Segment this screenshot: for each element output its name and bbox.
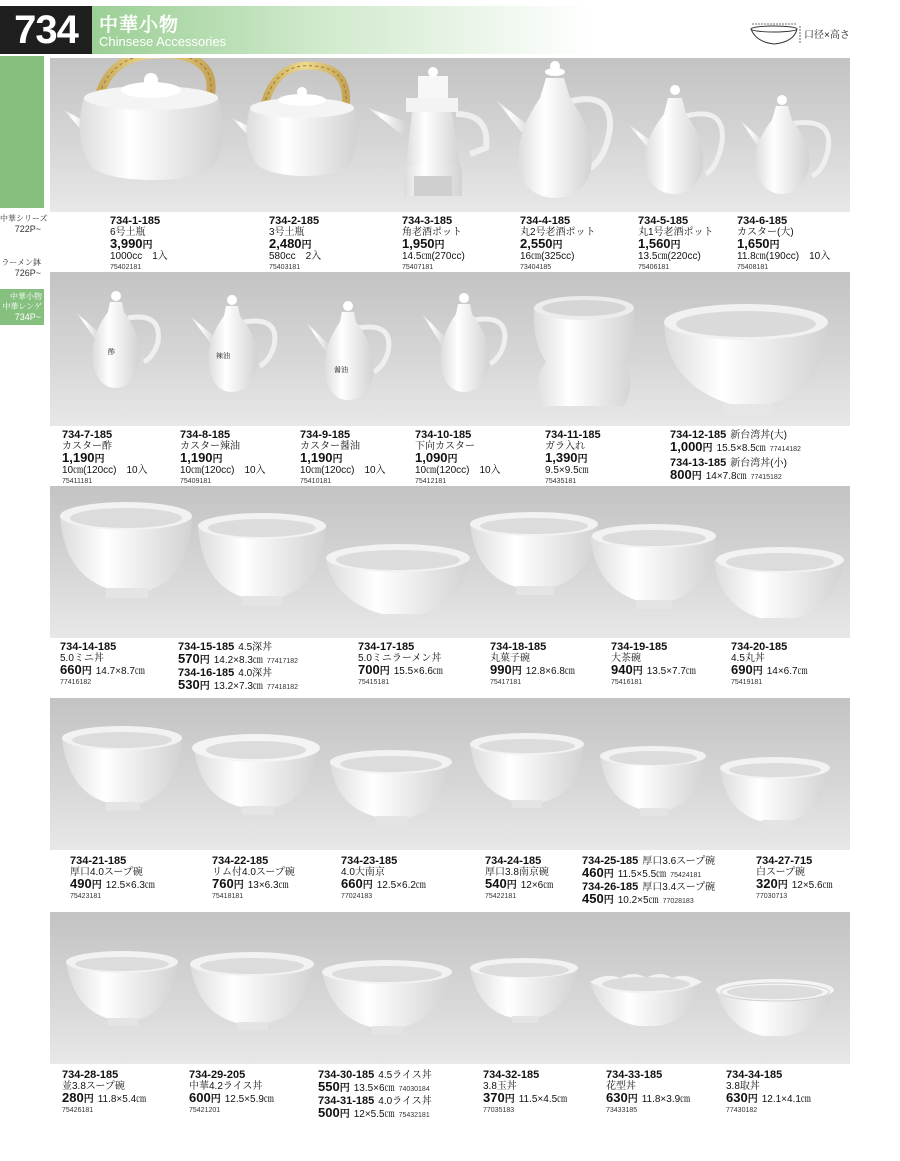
product-dimensions: 13×6.3㎝	[247, 880, 289, 891]
product-price: 690	[731, 662, 753, 677]
product-code: 734-30-185	[318, 1069, 375, 1081]
product-jan: 75408181	[737, 264, 769, 271]
yen-unit: 円	[769, 240, 780, 251]
product-name: 3号土瓶	[269, 227, 305, 238]
product-image-734-28-185	[66, 951, 178, 1026]
page-header	[0, 0, 900, 58]
product-price: 1,090	[415, 450, 448, 465]
product-jan: 73433185	[606, 1107, 638, 1114]
product-jan: 75411181	[62, 478, 93, 485]
product-jan: 75419181	[731, 679, 763, 686]
product-dimensions: 14×6.7㎝	[766, 666, 808, 677]
side-tab-chinese-series[interactable]	[0, 214, 48, 234]
yen-unit: 円	[212, 454, 223, 465]
product-price: 550	[318, 1079, 340, 1094]
product-image-734-10-185	[422, 293, 505, 392]
product-code: 734-2-185	[269, 215, 320, 227]
yen-unit: 円	[603, 895, 614, 906]
product-code: 734-7-185	[62, 429, 113, 441]
product-label-734-12-185	[670, 430, 801, 455]
product-code: 734-10-185	[415, 429, 472, 441]
product-code: 734-32-185	[483, 1069, 540, 1081]
page-subtitle: Chinsese Accessories	[99, 34, 227, 49]
product-dimensions: 15.5×8.5㎝	[716, 443, 766, 454]
product-dimensions: 10㎝(120cc) 10入	[300, 465, 386, 476]
product-name: 大茶碗	[611, 653, 641, 664]
product-price: 280	[62, 1090, 84, 1105]
product-name: 5.0ミニラーメン丼	[358, 653, 442, 664]
product-image-734-1-185	[64, 58, 223, 180]
side-tab-label: 中華小物 中華レンゲ	[2, 292, 42, 311]
product-image-734-8-185	[190, 295, 275, 392]
product-name: カスター醤油	[300, 441, 360, 452]
yen-unit: 円	[603, 869, 614, 880]
product-price: 490	[70, 876, 92, 891]
product-name: カスター酢	[62, 441, 112, 452]
product-price: 2,480	[269, 236, 302, 251]
product-label-734-9-185	[300, 430, 386, 487]
product-image-734-33-185	[590, 974, 702, 1026]
product-image-734-11-185	[534, 296, 635, 406]
product-code: 734-19-185	[611, 641, 668, 653]
product-name: 角老酒ポット	[402, 227, 462, 238]
product-name: 白スープ碗	[756, 867, 805, 878]
product-price: 460	[582, 865, 604, 880]
product-label-734-3-185	[402, 216, 465, 273]
product-jan: 77035183	[483, 1107, 515, 1114]
product-price: 540	[485, 876, 507, 891]
product-jan: 75412181	[415, 478, 447, 485]
product-image-734-21-185	[62, 726, 182, 811]
product-label-734-17-185	[358, 642, 443, 688]
product-dimensions: 11.8×3.9㎝	[641, 1094, 691, 1105]
product-name: 丸2号老酒ポット	[520, 227, 596, 238]
product-code: 734-31-185	[318, 1095, 375, 1107]
product-name: 丸菓子碗	[490, 653, 530, 664]
yen-unit: 円	[447, 454, 458, 465]
product-name: 4.0大南京	[341, 867, 385, 878]
product-jan: 75417181	[490, 679, 522, 686]
yen-unit: 円	[142, 240, 153, 251]
product-price: 630	[726, 1090, 748, 1105]
product-jan: 75426181	[62, 1107, 94, 1114]
yen-unit: 円	[339, 1109, 350, 1120]
product-label-734-34-185	[726, 1070, 811, 1116]
product-label-734-2-185	[269, 216, 321, 273]
product-label-734-8-185	[180, 430, 266, 487]
product-dimensions: 10㎝(120cc) 10入	[62, 465, 148, 476]
product-name: ガラ入れ	[545, 441, 585, 452]
product-dimensions: 11.8×5.4㎝	[97, 1094, 147, 1105]
product-dimensions: 14.5㎝(270cc)	[402, 251, 465, 262]
product-label-734-32-185	[483, 1070, 567, 1116]
product-dimensions: 15.5×6.6㎝	[393, 666, 443, 677]
yen-unit: 円	[339, 1083, 350, 1094]
yen-unit: 円	[233, 880, 244, 891]
yen-unit: 円	[94, 454, 105, 465]
product-code: 734-4-185	[520, 215, 571, 227]
product-dimensions: 12.5×6.2㎝	[376, 880, 426, 891]
product-label-734-20-185	[731, 642, 808, 688]
product-code: 734-29-205	[189, 1069, 246, 1081]
caster-label-soy: 醤油	[334, 366, 348, 374]
product-price: 1,190	[300, 450, 333, 465]
product-image-734-22-185	[192, 734, 320, 815]
product-jan: 75418181	[212, 893, 244, 900]
product-label-734-7-185	[62, 430, 148, 487]
product-image-734-7-185	[76, 291, 158, 388]
product-jan: 77417182	[266, 658, 299, 665]
yen-unit: 円	[81, 666, 92, 677]
product-price: 3,990	[110, 236, 143, 251]
product-name: 花型丼	[606, 1081, 636, 1092]
product-jan: 77415182	[750, 474, 782, 481]
product-image-734-23-185	[330, 750, 452, 825]
side-tab-page: 722P~	[14, 224, 41, 234]
product-code: 734-8-185	[180, 429, 231, 441]
product-name: 下向カスター	[415, 441, 475, 452]
yen-unit: 円	[91, 880, 102, 891]
dimension-legend	[748, 20, 878, 50]
yen-unit: 円	[691, 471, 702, 482]
product-image-734-9-185	[306, 301, 389, 400]
product-jan: 74030184	[398, 1086, 430, 1093]
product-jan: 75416181	[611, 679, 643, 686]
product-code: 734-28-185	[62, 1069, 119, 1081]
product-code: 734-15-185	[178, 641, 235, 653]
product-name: 4.5深丼	[238, 642, 273, 653]
product-photo-panel-2	[50, 272, 850, 426]
yen-unit: 円	[577, 454, 588, 465]
product-dimensions: 12×5.6㎝	[791, 880, 833, 891]
product-code: 734-16-185	[178, 667, 235, 679]
product-name: 3.8玉丼	[483, 1081, 517, 1092]
product-name: カスター(大)	[737, 227, 794, 238]
product-name: カスター辣油	[180, 441, 240, 452]
yen-unit: 円	[199, 681, 210, 692]
product-jan: 75410181	[300, 478, 332, 485]
product-jan: 75407181	[402, 264, 434, 271]
product-code: 734-25-185	[582, 855, 639, 867]
product-jan: 75421201	[189, 1107, 221, 1114]
product-price: 1,190	[180, 450, 213, 465]
product-code: 734-17-185	[358, 641, 415, 653]
yen-unit: 円	[632, 666, 643, 677]
product-dimensions: 11.8㎝(190cc) 10入	[737, 251, 831, 262]
product-dimensions: 10㎝(120cc) 10入	[180, 465, 266, 476]
product-price: 940	[611, 662, 633, 677]
product-dimensions: 13.5㎝(220cc)	[638, 251, 701, 262]
product-dimensions: 12.5×6.3㎝	[105, 880, 155, 891]
product-label-734-30-185	[318, 1070, 432, 1095]
product-label-734-16-185	[178, 668, 298, 693]
product-image-734-19-185	[590, 524, 716, 609]
product-label-734-26-185	[582, 882, 715, 907]
product-code: 734-5-185	[638, 215, 689, 227]
product-code: 734-13-185	[670, 457, 727, 469]
side-accent-bar	[0, 56, 44, 208]
product-jan: 75402181	[110, 264, 142, 271]
product-jan: 77416182	[60, 679, 92, 686]
product-label-734-29-205	[189, 1070, 274, 1116]
product-image-734-2-185	[232, 66, 357, 176]
product-jan: 77418182	[266, 684, 299, 691]
product-jan: 77028183	[662, 898, 694, 905]
product-label-734-4-185	[520, 216, 596, 273]
product-image-734-34-185	[716, 979, 834, 1036]
product-price: 660	[60, 662, 82, 677]
page-number: 734	[0, 6, 92, 54]
yen-unit: 円	[777, 880, 788, 891]
product-code: 734-26-185	[582, 881, 639, 893]
product-dimensions: 580cc 2入	[269, 251, 322, 262]
product-dimensions: 10.2×5㎝	[617, 895, 659, 906]
product-price: 1,190	[62, 450, 95, 465]
product-label-734-14-185	[60, 642, 145, 688]
yen-unit: 円	[627, 1094, 638, 1105]
product-label-734-6-185	[737, 216, 830, 273]
product-name: 新台湾丼(大)	[730, 430, 787, 441]
product-code: 734-14-185	[60, 641, 117, 653]
product-name: 厚口3.4スープ碗	[642, 882, 716, 893]
caster-label-vinegar: 酢	[108, 348, 115, 356]
product-dimensions: 12.8×6.8㎝	[525, 666, 575, 677]
product-dimensions: 14.7×8.7㎝	[95, 666, 145, 677]
product-jan: 77430182	[726, 1107, 758, 1114]
product-code: 734-24-185	[485, 855, 542, 867]
product-price: 450	[582, 891, 604, 906]
yen-unit: 円	[199, 655, 210, 666]
product-photo-panel-1	[50, 58, 850, 212]
product-jan: 75409181	[180, 478, 212, 485]
product-label-734-10-185	[415, 430, 501, 487]
product-dimensions: 13.2×7.3㎝	[213, 681, 263, 692]
yen-unit: 円	[332, 454, 343, 465]
product-name: 5.0ミニ丼	[60, 653, 104, 664]
product-image-734-6-185	[740, 95, 829, 194]
yen-unit: 円	[210, 1094, 221, 1105]
product-image-734-17-185	[326, 544, 470, 623]
product-price: 500	[318, 1105, 340, 1120]
product-price: 570	[178, 651, 200, 666]
product-dimensions: 11.5×5.5㎝	[617, 869, 667, 880]
product-image-734-24-185	[470, 733, 584, 808]
product-image-734-14-185	[60, 502, 192, 598]
product-name: 3.8取丼	[726, 1081, 760, 1092]
product-jan: 77414182	[769, 446, 801, 453]
side-tab-chinese-accessories[interactable]	[0, 289, 44, 325]
dimension-legend-text: 口径×高さ	[804, 30, 850, 41]
product-label-734-5-185	[638, 216, 714, 273]
product-label-734-23-185	[341, 856, 426, 902]
product-label-734-18-185	[490, 642, 575, 688]
product-image-734-15-185	[198, 513, 326, 606]
product-image-734-32-185	[470, 958, 578, 1023]
product-label-734-33-185	[606, 1070, 690, 1116]
yen-unit: 円	[752, 666, 763, 677]
product-name: 並3.8スープ碗	[62, 1081, 125, 1092]
product-code: 734-33-185	[606, 1069, 663, 1081]
product-price: 2,550	[520, 236, 553, 251]
product-price: 1,560	[638, 236, 671, 251]
product-name: 厚口3.8南京碗	[485, 867, 549, 878]
product-code: 734-11-185	[545, 429, 601, 441]
product-code: 734-21-185	[70, 855, 127, 867]
product-jan: 75424181	[670, 872, 702, 879]
product-name: 厚口3.6スープ碗	[642, 856, 716, 867]
product-price: 370	[483, 1090, 505, 1105]
product-image-734-27-715	[720, 757, 830, 828]
bowl-dimension-icon	[748, 20, 804, 50]
yen-unit: 円	[747, 1094, 758, 1105]
product-jan: 73404185	[520, 264, 552, 271]
product-price: 630	[606, 1090, 628, 1105]
yen-unit: 円	[379, 666, 390, 677]
product-jan: 75432181	[398, 1112, 430, 1119]
product-code: 734-18-185	[490, 641, 547, 653]
product-image-734-18-185	[470, 512, 598, 595]
side-tab-page: 726P~	[14, 268, 41, 278]
yen-unit: 円	[362, 880, 373, 891]
yen-unit: 円	[301, 240, 312, 251]
product-price: 660	[341, 876, 363, 891]
yen-unit: 円	[702, 443, 713, 454]
product-dimensions: 14×7.8㎝	[705, 471, 747, 482]
product-jan: 75435181	[545, 478, 577, 485]
product-label-734-21-185	[70, 856, 155, 902]
product-photo-panel-5	[50, 912, 850, 1064]
product-name: 6号土瓶	[110, 227, 146, 238]
product-code: 734-3-185	[402, 215, 453, 227]
product-code: 734-23-185	[341, 855, 398, 867]
product-dimensions: 13.5×6㎝	[353, 1083, 395, 1094]
product-price: 800	[670, 467, 692, 482]
product-dimensions: 1000cc 1入	[110, 251, 168, 262]
product-code: 734-9-185	[300, 429, 351, 441]
product-label-734-19-185	[611, 642, 696, 688]
product-price: 1,390	[545, 450, 578, 465]
product-name: リム付4.0スープ碗	[212, 867, 295, 878]
product-price: 700	[358, 662, 380, 677]
product-image-734-29-205	[190, 952, 314, 1030]
side-tab-label: ラーメン鉢	[1, 258, 41, 267]
product-jan: 77024183	[341, 893, 373, 900]
product-image-734-12-185	[664, 304, 828, 414]
product-image-734-30-185	[322, 960, 452, 1034]
product-price: 320	[756, 876, 778, 891]
product-label-734-13-185	[670, 458, 787, 483]
product-jan: 75415181	[358, 679, 390, 686]
product-code: 734-22-185	[212, 855, 269, 867]
product-label-734-31-185	[318, 1096, 432, 1121]
product-name: 4.0深丼	[238, 668, 273, 679]
yen-unit: 円	[83, 1094, 94, 1105]
product-label-734-22-185	[212, 856, 295, 902]
page-title: 中華小物	[99, 15, 180, 36]
yen-unit: 円	[434, 240, 445, 251]
product-image-734-25-185	[600, 746, 706, 816]
product-price: 530	[178, 677, 200, 692]
product-price: 1,000	[670, 439, 703, 454]
product-code: 734-6-185	[737, 215, 788, 227]
side-tab-ramen-bowls[interactable]	[0, 258, 44, 278]
product-dimensions: 12×5.5㎝	[353, 1109, 395, 1120]
yen-unit: 円	[504, 1094, 515, 1105]
product-code: 734-34-185	[726, 1069, 783, 1081]
product-dimensions: 9.5×9.5㎝	[545, 465, 589, 476]
product-price: 760	[212, 876, 234, 891]
product-image-734-20-185	[714, 547, 844, 626]
product-image-734-4-185	[496, 61, 610, 198]
side-tab-page: 734P~	[14, 312, 41, 322]
product-dimensions: 12.5×5.9㎝	[224, 1094, 274, 1105]
product-label-734-27-715	[756, 856, 833, 902]
product-jan: 75406181	[638, 264, 670, 271]
product-image-734-5-185	[628, 85, 722, 194]
product-name: 新台湾丼(小)	[730, 458, 787, 469]
product-dimensions: 14.2×8.3㎝	[213, 655, 263, 666]
yen-unit: 円	[552, 240, 563, 251]
product-code: 734-20-185	[731, 641, 788, 653]
product-name: 厚口4.0スープ碗	[70, 867, 143, 878]
product-label-734-1-185	[110, 216, 168, 273]
product-dimensions: 10㎝(120cc) 10入	[415, 465, 501, 476]
yen-unit: 円	[511, 666, 522, 677]
product-label-734-25-185	[582, 856, 715, 881]
product-dimensions: 11.5×4.5㎝	[518, 1094, 568, 1105]
product-dimensions: 16㎝(325cc)	[520, 251, 575, 262]
product-dimensions: 12.1×4.1㎝	[761, 1094, 811, 1105]
product-name: 4.5ライス丼	[378, 1070, 432, 1081]
caster-label-chili-oil: 辣油	[216, 352, 230, 360]
product-jan: 75423181	[70, 893, 102, 900]
product-label-734-11-185	[545, 430, 601, 487]
product-name: 丸1号老酒ポット	[638, 227, 714, 238]
yen-unit: 円	[670, 240, 681, 251]
product-label-734-28-185	[62, 1070, 146, 1116]
product-label-734-15-185	[178, 642, 298, 667]
product-price: 600	[189, 1090, 211, 1105]
product-code: 734-27-715	[756, 855, 813, 867]
product-jan: 75403181	[269, 264, 301, 271]
product-image-734-3-185	[368, 67, 486, 196]
product-price: 1,950	[402, 236, 435, 251]
product-jan: 77030713	[756, 893, 788, 900]
product-jan: 75422181	[485, 893, 517, 900]
product-name: 4.5丸丼	[731, 653, 765, 664]
product-price: 1,650	[737, 236, 770, 251]
product-label-734-24-185	[485, 856, 553, 902]
product-dimensions: 12×6㎝	[520, 880, 554, 891]
product-name: 4.0ライス丼	[378, 1096, 432, 1107]
product-code: 734-12-185	[670, 429, 727, 441]
product-photo-panel-3	[50, 486, 850, 638]
product-code: 734-1-185	[110, 215, 161, 227]
product-photo-panel-4	[50, 698, 850, 850]
product-name: 中華4.2ライス丼	[189, 1081, 263, 1092]
yen-unit: 円	[506, 880, 517, 891]
side-tab-label: 中華シリーズ	[0, 214, 48, 223]
product-price: 990	[490, 662, 512, 677]
product-dimensions: 13.5×7.7㎝	[646, 666, 696, 677]
